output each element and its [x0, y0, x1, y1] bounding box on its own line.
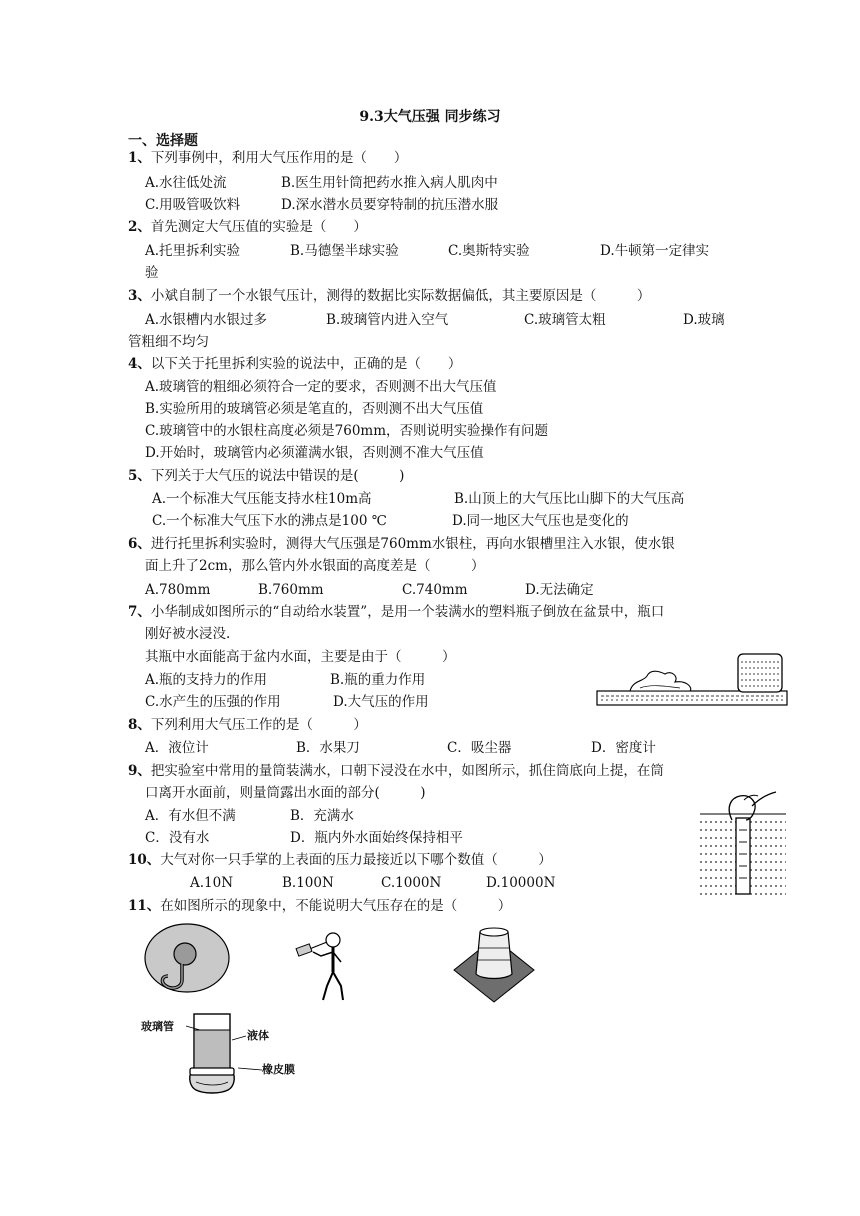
option-d: D.10000N: [486, 875, 556, 891]
liquid-label: 液体: [247, 1029, 269, 1042]
option-a: A.水往低处流: [145, 175, 227, 191]
option-d-continued: 管粗细不均匀: [128, 334, 209, 350]
option-a: A.水银槽内水银过多: [145, 312, 268, 328]
question-stem: 在如图所示的现象中，不能说明大气压存在的是（ ）: [160, 898, 512, 914]
glass-tube-label: 玻璃管: [141, 1020, 174, 1033]
question-number: 2、: [128, 219, 151, 235]
option-a: A.瓶的支持力的作用: [145, 672, 268, 688]
option-a: A.托里拆利实验: [145, 243, 241, 259]
option-a: A．液位计: [145, 740, 209, 756]
question-number: 1、: [128, 150, 151, 166]
question-11: [128, 896, 511, 916]
question-stem: 以下关于托里拆利实验的说法中，正确的是（ ）: [150, 356, 462, 372]
option-d: D．瓶内外水面始终保持相平: [290, 830, 463, 846]
option-c: C.玻璃管中的水银柱高度必须是760mm，否则说明实验操作有问题: [145, 423, 549, 439]
person-drinking-figure: [293, 928, 355, 1004]
option-d: D.大气压的作用: [333, 694, 429, 710]
option-d: D.同一地区大气压也是变化的: [452, 513, 629, 529]
option-d: D.开始时，玻璃管内必须灌满水银，否则测不准大气压值: [145, 445, 484, 461]
question-stem-continued: 刚好被水浸没.: [145, 626, 231, 642]
option-b: B.医生用针筒把药水推入病人肌肉中: [281, 175, 498, 191]
option-c: C.1000N: [381, 875, 442, 891]
question-3: [128, 286, 650, 306]
question-7: [128, 602, 664, 622]
question-stem: 首先测定大气压值的实验是（ ）: [150, 219, 367, 235]
question-9: [128, 761, 664, 781]
option-c: C.一个标准大气压下水的沸点是100 ℃: [152, 513, 387, 529]
question-10: [128, 850, 552, 870]
option-d: D．密度计: [591, 740, 656, 756]
option-c: C.用吸管吸饮料: [145, 197, 241, 213]
question-number: 5、: [128, 468, 151, 484]
section-heading: 一、选择题: [128, 133, 198, 149]
option-c: C．没有水: [145, 830, 210, 846]
option-b: B.山顶上的大气压比山脚下的大气压高: [454, 491, 685, 507]
inverted-cup-figure: [452, 918, 536, 1004]
question-stem-continued: 面上升了2cm，那么管内外水银面的高度差是（ ）: [145, 558, 485, 574]
question-number: 10、: [128, 852, 161, 868]
question-stem: 进行托里拆利实验时，测得大气压强是760mm水银柱，再向水银槽里注入水银，使水银: [150, 536, 675, 552]
question-number: 7、: [128, 604, 151, 620]
question-number: 3、: [128, 288, 151, 304]
option-d: D.玻璃: [683, 312, 725, 328]
option-b: B．水果刀: [296, 740, 360, 756]
option-d: D.无法确定: [525, 582, 594, 598]
figure-leader-lines: [180, 1018, 270, 1078]
option-a: A.780mm: [145, 582, 211, 598]
option-a: A.玻璃管的粗细必须符合一定的要求，否则测不出大气压值: [145, 379, 497, 395]
question-stem: 下列利用大气压工作的是（ ）: [150, 717, 367, 733]
question-number: 4、: [128, 356, 151, 372]
suction-hook-figure: [142, 922, 234, 1002]
page-title: 9.3大气压强 同步练习: [359, 109, 501, 125]
question-2: [128, 217, 367, 237]
option-b: B.瓶的重力作用: [330, 672, 426, 688]
option-b: B.玻璃管内进入空气: [326, 312, 449, 328]
question-1: [128, 148, 407, 168]
watering-device-figure: [595, 650, 791, 708]
question-stem: 小斌自制了一个水银气压计，测得的数据比实际数据偏低，其主要原因是（ ）: [150, 288, 651, 304]
option-b: B.100N: [282, 875, 334, 891]
option-b: B.马德堡半球实验: [290, 243, 399, 259]
question-number: 8、: [128, 717, 151, 733]
question-stem-continued: 其瓶中水面能高于盆内水面，主要是由于（ ）: [145, 649, 456, 665]
question-stem-continued: 口离开水面前，则量筒露出水面的部分( ): [145, 785, 426, 801]
question-6: [128, 534, 675, 554]
option-d: D.牛顿第一定律实: [600, 243, 710, 259]
question-stem: 小华制成如图所示的“自动给水装置”，是用一个装满水的塑料瓶子倒放在盆景中，瓶口: [150, 604, 665, 620]
question-stem: 大气对你一只手掌的上表面的压力最接近以下哪个数值（ ）: [160, 852, 552, 868]
question-5: [128, 466, 404, 486]
option-d: D.深水潜水员要穿特制的抗压潜水服: [281, 197, 499, 213]
option-c: C.玻璃管太粗: [524, 312, 606, 328]
option-b: B.760mm: [258, 582, 324, 598]
question-4: [128, 354, 461, 374]
rubber-membrane-label: 橡皮膜: [262, 1063, 295, 1076]
question-number: 6、: [128, 536, 151, 552]
option-c: C.水产生的压强的作用: [145, 694, 281, 710]
option-a: A.10N: [190, 875, 234, 891]
cylinder-in-water-figure: [696, 790, 790, 898]
option-b: B.实验所用的玻璃管必须是笔直的，否则测不出大气压值: [145, 401, 484, 417]
option-b: B．充满水: [290, 808, 354, 824]
question-number: 9、: [128, 763, 151, 779]
option-a: A．有水但不满: [145, 808, 236, 824]
option-c: C.奥斯特实验: [448, 243, 530, 259]
question-stem: 下列关于大气压的说法中错误的是( ): [150, 468, 405, 484]
question-8: [128, 715, 367, 735]
option-c: C.740mm: [402, 582, 468, 598]
question-stem: 把实验室中常用的量筒装满水，口朝下浸没在水中，如图所示，抓住筒底向上提，在筒: [150, 763, 664, 779]
option-d-continued: 验: [145, 265, 159, 281]
question-number: 11、: [128, 898, 161, 914]
option-c: C．吸尘器: [447, 740, 512, 756]
question-stem: 下列事例中，利用大气压作用的是（ ）: [150, 150, 408, 166]
option-a: A.一个标准大气压能支持水柱10m高: [152, 491, 372, 507]
